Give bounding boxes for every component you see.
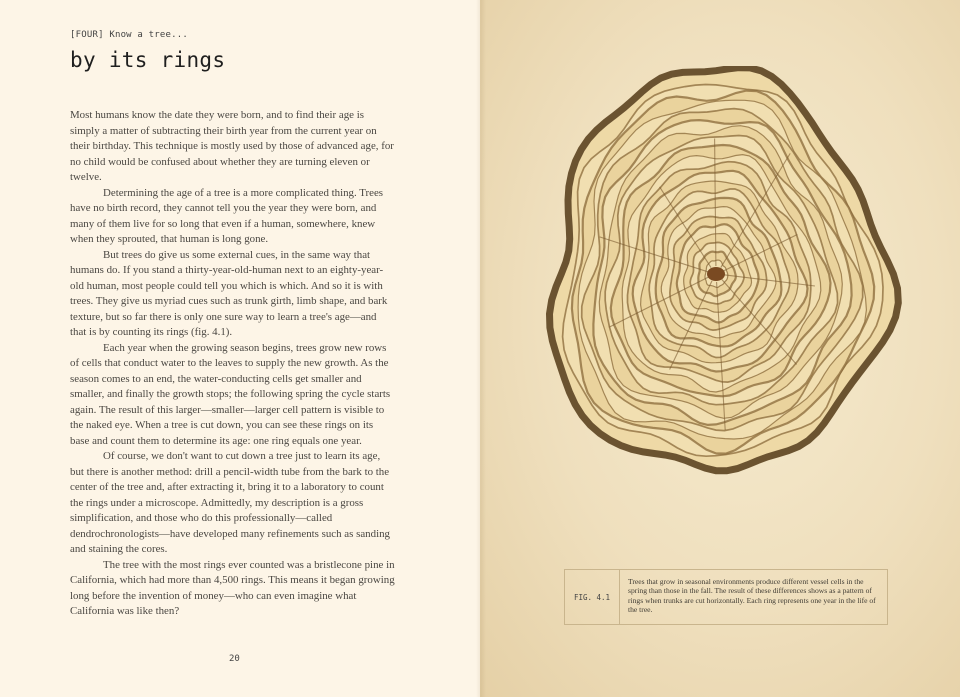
page-number: 20	[229, 654, 240, 664]
pith	[707, 267, 725, 281]
body-text	[70, 108, 395, 620]
figure-caption: Trees that grow in seasonal environments produce different vessel cells in the spring than those in the fall. The result of these differences shows as a pattern of rings when trunks are cut horizontally. Each ring represents one year in the life of the tree.	[628, 577, 876, 614]
paragraph: The tree with the most rings ever counted was a bristlecone pine in California, which had more than 4,500 rings. This means it began growing long before the invention of money—who can even imagine what California was like then?	[70, 558, 395, 617]
book-gutter	[476, 0, 486, 697]
page-title: by its rings	[70, 48, 226, 72]
figure-label: FIG. 4.1	[565, 570, 620, 624]
tree-ring-illustration	[538, 66, 913, 512]
paragraph: Each year when the growing season begins, trees grow new rows of cells that conduct water to the leaves to supply the new growth. As the season comes to an end, the water-conducting cells get smaller and smaller, and finally the growth stops; the following spring the cycle starts again. The result of this larger—smaller—larger cell pattern is visible to the naked eye. When a tree is cut down, you can see these rings on its base and count them to determine its age: one ring equals one year.	[70, 341, 391, 447]
paragraph: But trees do give us some external cues, in the same way that humans do. If you stand a thirty-year-old-human next to an eighty-year-old human, most people could tell you which is which. And so it is with trees. They give us myriad cues such as trunk girth, limb shape, and bark texture, but so far there is only one sure way to learn a tree's age—and that is by counting its rings (fig. 4.1).	[70, 248, 388, 338]
chapter-label: [FOUR] Know a tree...	[70, 30, 188, 40]
paragraph: Most humans know the date they were born, and to find their age is simply a matter of subtracting their birth year from the current year on their birthday. This technique is mostly used by those of advanced age, for no child would be confused about whether they are turning eleven or twelve.	[70, 109, 394, 183]
tree-pith	[707, 267, 725, 281]
paragraph: Determining the age of a tree is a more complicated thing. Trees have no birth record, they cannot tell you the year they were born, and many of them live for so long that even if a human, somewhere, knew when they sprouted, that human is long gone.	[70, 186, 384, 245]
paragraph: Of course, we don't want to cut down a tree just to learn its age, but there is another method: drill a pencil-width tube from the bark to the center of the tree and, after extracting it, bring it to a laboratory to count the rings under a microscope. Admittedly, my description is a gross simplification, and those who do this professionally—called dendrochronologists—have developed many refinements such as sanding and staining the cores.	[70, 450, 390, 555]
figure-caption-box	[564, 569, 888, 625]
